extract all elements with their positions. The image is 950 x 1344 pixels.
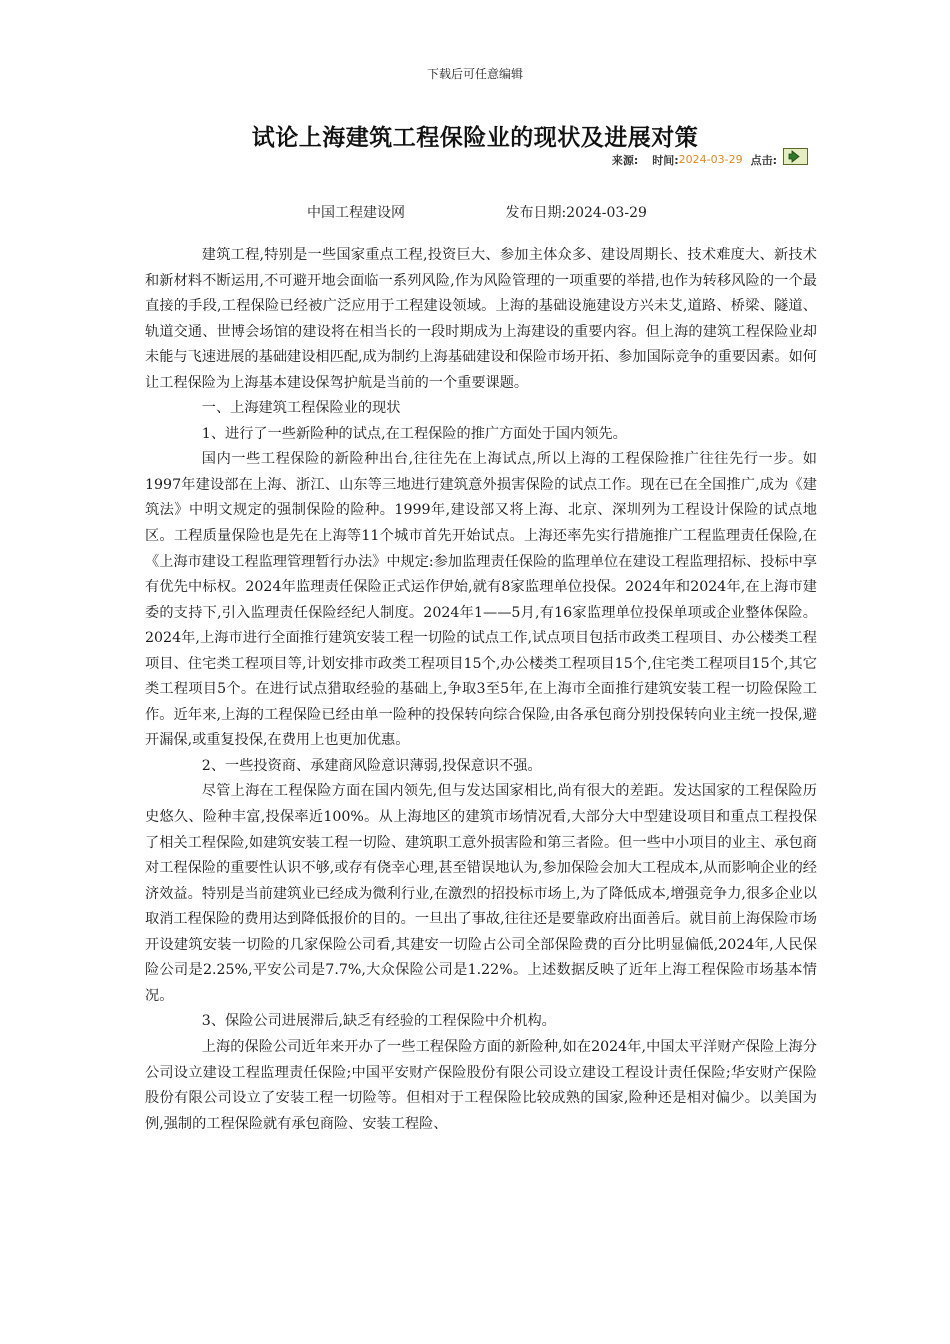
- arrow-badge-icon[interactable]: [783, 148, 808, 165]
- header-note: 下载后可任意编辑: [426, 67, 523, 81]
- article-body: [145, 243, 817, 1137]
- subheading: 1、进行了一些新险种的试点,在工程保险的推广方面处于国内领先。: [201, 425, 627, 442]
- article-meta: [612, 151, 808, 168]
- source-line: [307, 202, 647, 222]
- time-label: 时间:: [652, 153, 679, 167]
- source-label: 来源:: [611, 153, 639, 167]
- paragraph: 国内一些工程保险的新险种出台,往往先在上海试点,所以上海的工程保险推广往往先行一步。如1997年建设部在上海、浙江、山东等三地进行建筑意外损害保险的试点工作。现在已在全国推广,成为《建筑法》中明文规定的强制保险的险种。1999年,建设部又将上海、北京、深圳列为工程设计保险的试点地区。工程质量保险也是先在上海等11个城市首先开始试点。上海还率先实行措施推广工程监理责任保险,在《上海市建设工程监理管理暂行办法》中规定:参加监理责任保险的监理单位在建设工程监理招标、投标中享有优先中标权。2024年监理责任保险正式运作伊始,就有8家监理单位投保。2024年和2024年,在上海市建委的支持下,引入监理责任保险经纪人制度。2024年1——5月,有16家监理单位投保单项或企业整体保险。2024年,上海市进行全面推行建筑安装工程一切险的试点工作,试点项目包括市政类工程项目、办公楼类工程项目、住宅类工程项目等,计划安排市政类工程项目15个,办公楼类工程项目15个,住宅类工程项目15个,其它类工程项目5个。在进行试点猎取经验的基础上,争取3至5年,在上海市全面推行建筑安装工程一切险保险工作。近年来,上海的工程保险已经由单一险种的投保转向综合保险,由各承包商分别投保转向业主统一投保,避开漏保,或重复投保,在费用上也更加优惠。: [145, 451, 817, 749]
- source-site: 中国工程建设网: [307, 205, 405, 221]
- paragraph: 建筑工程,特别是一些国家重点工程,投资巨大、参加主体众多、建设周期长、技术难度大、新技术和新材料不断运用,不可避开地会面临一系列风险,作为风险管理的一项重要的举措,也作为转移风险的一个最直接的手段,工程保险已经被广泛应用于工程建设领域。上海的基础设施建设方兴未艾,道路、桥梁、隧道、轨道交通、世博会场馆的建设将在相当长的一段时期成为上海建设的重要内容。但上海的建筑工程保险业却未能与飞速进展的基础建设相匹配,成为制约上海基础建设和保险市场开拓、参加国际竞争的重要因素。如何让工程保险为上海基本建设保驾护航是当前的一个重要课题。: [145, 247, 817, 391]
- section-heading: 一、上海建筑工程保险业的现状: [201, 400, 401, 417]
- publish-date: 2024-03-29: [678, 153, 743, 166]
- subheading: 3、保险公司进展滞后,缺乏有经验的工程保险中介机构。: [201, 1013, 556, 1030]
- clicks-label: 点击:: [750, 153, 777, 167]
- source-publish-date: 发布日期:2024-03-29: [505, 205, 647, 221]
- paragraph: 尽管上海在工程保险方面在国内领先,但与发达国家相比,尚有很大的差距。发达国家的工程保险历史悠久、险种丰富,投保率近100%。从上海地区的建筑市场情况看,大部分大中型建设项目和重点工程投保了相关工程保险,如建筑安装工程一切险、建筑职工意外损害险和第三者险。但一些中小项目的业主、承包商对工程保险的重要性认识不够,或存有侥幸心理,甚至错误地认为,参加保险会加大工程成本,从而影响企业的经济效益。特别是当前建筑业已经成为微利行业,在激烈的招投标市场上,为了降低成本,增强竞争力,很多企业以取消工程保险的费用达到降低报价的目的。一旦出了事故,往往还是要靠政府出面善后。就目前上海保险市场开设建筑安装一切险的几家保险公司看,其建安一切险占公司全部保险费的百分比明显偏低,2024年,人民保险公司是2.25%,平安公司是7.7%,大众保险公司是1.22%。上述数据反映了近年上海工程保险市场基本情况。: [145, 783, 817, 1004]
- subheading: 2、一些投资商、承建商风险意识薄弱,投保意识不强。: [201, 757, 542, 774]
- paragraph: 上海的保险公司近年来开办了一些工程保险方面的新险种,如在2024年,中国太平洋财产保险上海分公司设立建设工程监理责任保险;中国平安财产保险股份有限公司设立建设工程设计责任保险;华安财产保险股份有限公司设立了安装工程一切险等。但相对于工程保险比较成熟的国家,险种还是相对偏少。以美国为例,强制的工程保险就有承包商险、安装工程险、: [145, 1038, 817, 1132]
- page-title: 试论上海建筑工程保险业的现状及进展对策: [251, 125, 699, 151]
